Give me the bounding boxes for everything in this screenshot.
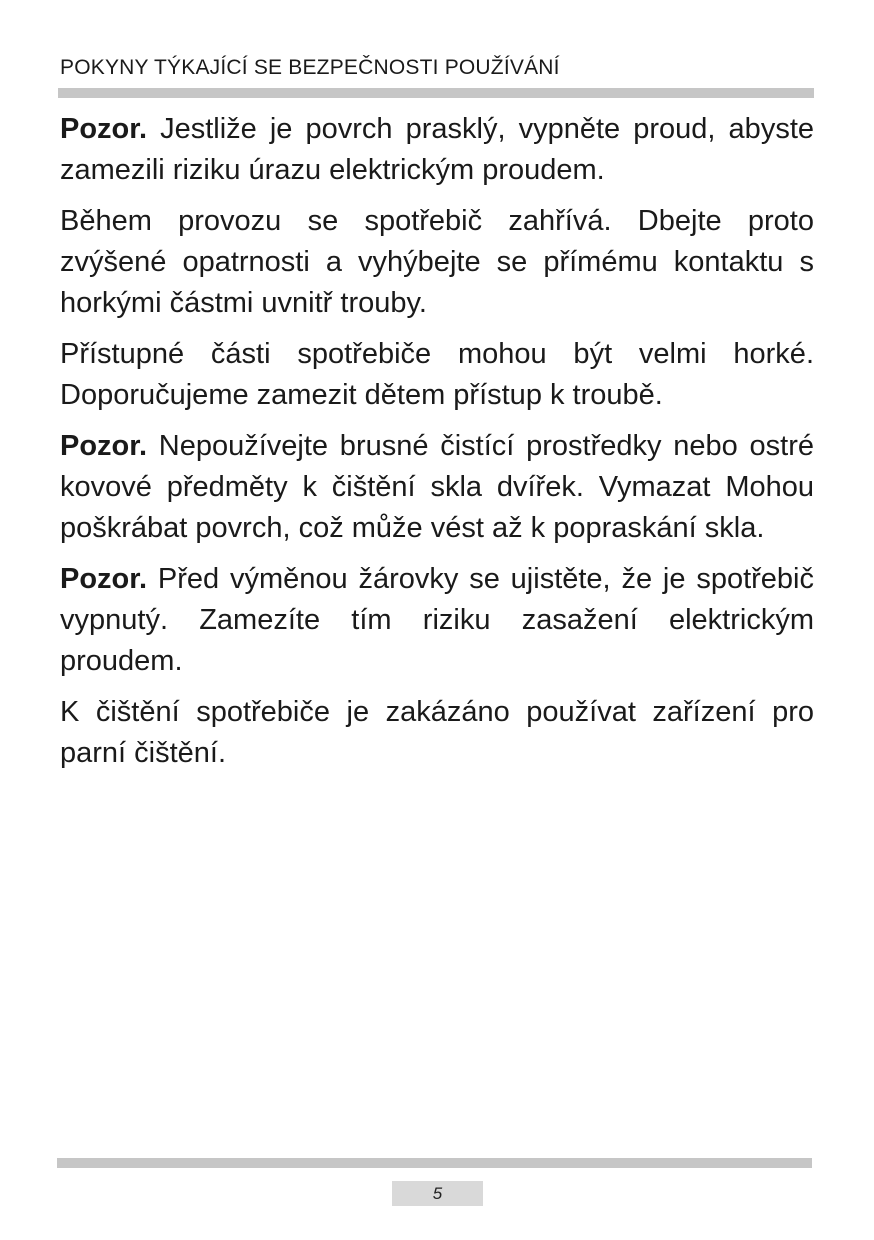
paragraph-1: [60, 109, 814, 191]
paragraph-text: K čištění spotřebiče je zakázáno používat zařízení pro parní čištění.: [60, 696, 814, 769]
paragraph-text: Jestliže je povrch prasklý, vypněte proud, abyste zamezili riziku úrazu elektrickým proudem.: [60, 113, 814, 186]
safety-instructions-content: [60, 109, 814, 784]
page-number-box: [392, 1181, 483, 1206]
paragraph-text: Před výměnou žárovky se ujistěte, že je spotřebič vypnutý. Zamezíte tím riziku zasažení elektrickým proudem.: [60, 563, 814, 677]
warning-label: Pozor.: [60, 563, 148, 595]
paragraph-4: [60, 426, 814, 549]
paragraph-6: [60, 692, 814, 774]
warning-label: Pozor.: [60, 113, 148, 145]
header-divider: [58, 88, 814, 98]
footer-divider: [57, 1158, 812, 1168]
paragraph-text: Přístupné části spotřebiče mohou být velmi horké. Doporučujeme zamezit dětem přístup k troubě.: [60, 338, 814, 411]
page-header-title: POKYNY TÝKAJÍCÍ SE BEZPEČNOSTI POUŽÍVÁNÍ: [60, 56, 560, 79]
warning-label: Pozor.: [60, 430, 148, 462]
paragraph-text: Během provozu se spotřebič zahřívá. Dbejte proto zvýšené opatrnosti a vyhýbejte se přímému kontaktu s horkými částmi uvnitř trouby.: [60, 205, 814, 319]
paragraph-text: Nepoužívejte brusné čistící prostředky nebo ostré kovové předměty k čištění skla dvířek. Vymazat Mohou poškrábat povrch, což může vést až k popraskání skla.: [60, 430, 814, 544]
paragraph-2: [60, 201, 814, 324]
paragraph-5: [60, 559, 814, 682]
paragraph-3: [60, 334, 814, 416]
page-number: 5: [432, 1183, 443, 1203]
